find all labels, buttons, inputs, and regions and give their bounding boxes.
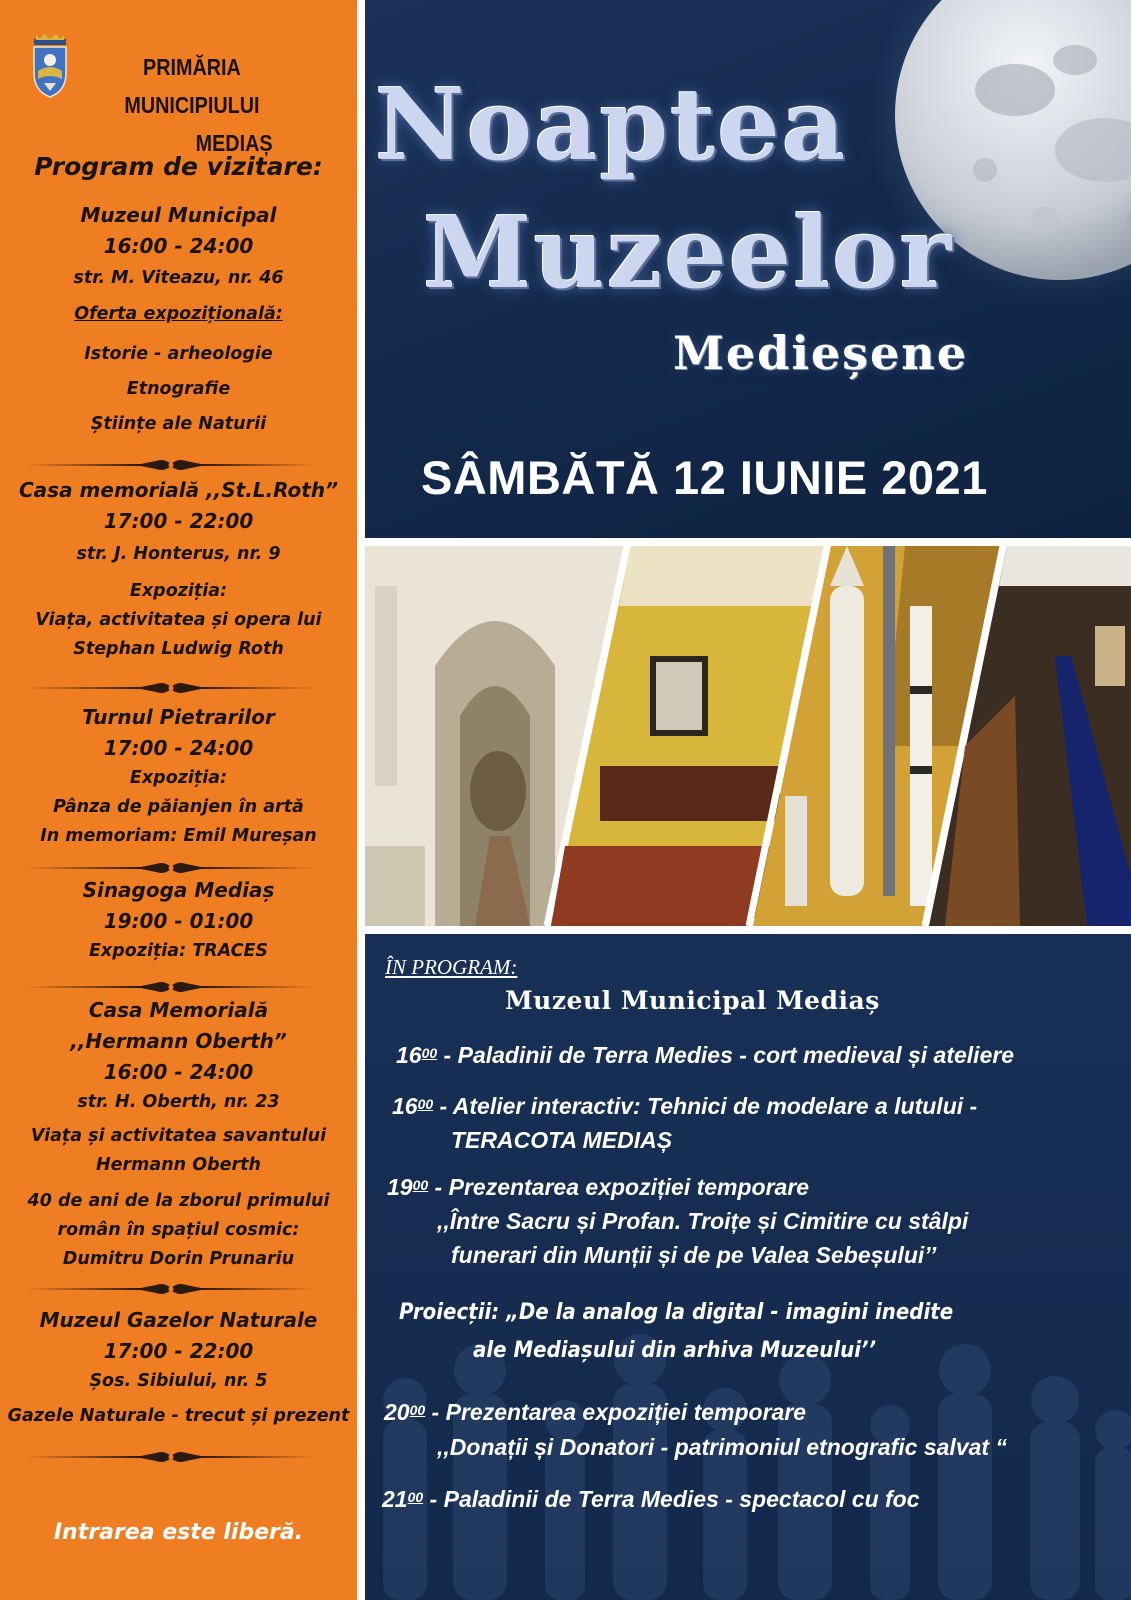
venue-line: Științe ale Naturii [90,414,267,434]
venue-line: Expoziția: TRACES [88,941,269,961]
venue-muzeul-municipal [0,200,357,442]
item-minutes: 00 [409,1402,426,1418]
venue-line: român în spațiul cosmic: [57,1220,300,1240]
divider-ornament [26,980,316,994]
venue-hours: 17:00 - 22:00 [103,1339,254,1363]
photo-strip [357,538,1131,934]
venue-line: 40 de ani de la zborul primului [27,1191,330,1211]
venue-casa-roth [0,475,357,664]
venue-line: In memoriam: Emil Mureșan [40,826,317,846]
item-text: - Atelier interactiv: Tehnici de modelare a lutului - [433,1093,978,1119]
item-text: - Prezentarea expoziției temporare [425,1399,807,1425]
item-continuation: ,,Donații și Donatori - patrimoniul etnografic salvat “ [437,1434,1007,1460]
divider-ornament [26,458,316,472]
venue-address: Șos. Sibiului, nr. 5 [89,1371,268,1391]
organization-name-line2: MEDIAȘ [195,130,273,156]
venue-hours: 19:00 - 01:00 [103,909,254,933]
projection-line2: ale Mediașului din arhiva Muzeului’’ [473,1338,877,1363]
coat-of-arms-icon [30,33,70,99]
venue-line: Expoziția: [129,768,228,788]
item-minutes: 00 [407,1489,424,1505]
item-text: - Prezentarea expoziției temporare [428,1174,810,1200]
item-minutes: 00 [412,1177,429,1193]
title-line1: Noaptea [375,68,848,183]
venue-muzeul-gazelor [0,1305,357,1431]
divider-ornament [26,1282,316,1296]
venue-hours: 16:00 - 24:00 [103,234,254,258]
item-continuation: funerari din Munții și de pe Valea Sebeșului’’ [451,1242,937,1268]
item-hour: 20 [384,1399,410,1425]
venue-name: Turnul Pietrarilor [82,705,275,729]
left-sidebar [0,0,357,1600]
venue-name-2: ,,Hermann Oberth” [70,1029,287,1053]
venue-line: Viața, activitatea și opera lui [35,610,322,630]
venue-line: Viața și activitatea savantului [30,1126,327,1146]
item-minutes: 00 [421,1045,438,1061]
title-line2: Muzeelor [423,196,954,311]
item-continuation: ,,Între Sacru și Profan. Troițe și Cimitire cu stâlpi [437,1208,969,1234]
venue-line: Etnografie [126,379,231,399]
venue-line: Stephan Ludwig Roth [73,639,284,659]
venue-name: Sinagoga Mediaș [82,878,275,902]
item-continuation: TERACOTA MEDIAȘ [451,1127,673,1153]
venue-line: Hermann Oberth [96,1155,261,1175]
item-hour: 19 [387,1174,413,1200]
venue-address: str. H. Oberth, nr. 23 [77,1092,280,1112]
venue-address: str. M. Viteazu, nr. 46 [73,268,284,288]
venue-name: Muzeul Municipal [80,203,277,227]
item-minutes: 00 [417,1096,434,1112]
venue-line: Istorie - arheologie [84,344,273,364]
program-panel [365,934,1131,1600]
visiting-title-text: Program de vizitare: [34,152,323,181]
venue-hours: 16:00 - 24:00 [103,1060,254,1084]
event-date: SÂMBĂTĂ 12 IUNIE 2021 [421,451,988,504]
venue-hours: 17:00 - 22:00 [103,509,254,533]
program-item [387,1171,809,1204]
venue-line: Gazele Naturale - trecut și prezent [7,1406,350,1426]
venue-line: Dumitru Dorin Prunariu [62,1249,295,1269]
venue-name: Muzeul Gazelor Naturale [39,1308,318,1332]
program-item [392,1090,977,1123]
item-hour: 16 [396,1042,422,1068]
venue-name: Casa memorială ,,St.L.Roth” [19,478,338,502]
program-museum-title: Muzeul Municipal Mediaș [505,986,880,1015]
item-text: - Paladinii de Terra Medies - spectacol cu foc [423,1486,920,1512]
venue-line: Pânza de păianjen în artă [53,797,304,817]
item-text: - Paladinii de Terra Medies - cort medieval și ateliere [437,1042,1015,1068]
free-entry-text: Intrarea este liberă. [53,1520,304,1545]
venue-line: Expoziția: [129,581,228,601]
venue-offer-label: Oferta expozițională: [74,304,283,324]
venue-address: str. J. Honterus, nr. 9 [76,544,281,564]
venue-casa-oberth [0,995,357,1274]
program-heading: ÎN PROGRAM: [385,955,518,979]
item-hour: 16 [392,1093,418,1119]
divider-ornament [26,1450,316,1464]
free-entry-note [0,1518,357,1548]
museum-photo-collage [365,546,1131,926]
divider-ornament [26,861,316,875]
venue-turnul-pietrarilor [0,702,357,851]
divider-ornament [26,681,316,695]
organization-name [78,48,306,162]
hero-panel [365,0,1131,538]
item-hour: 21 [382,1486,408,1512]
program-item [384,1396,806,1429]
organization-name-line1: PRIMĂRIA MUNICIPIULUI [124,54,260,118]
program-item [382,1483,920,1516]
visiting-title [0,150,357,184]
projection-line1: Proiecții: „De la analog la digital - imagini inedite [399,1300,954,1325]
subtitle: Medieșene [673,326,968,380]
program-item [396,1039,1014,1072]
venue-hours: 17:00 - 24:00 [103,736,254,760]
venue-name: Casa Memorială [88,998,269,1022]
venue-sinagoga [0,875,357,966]
